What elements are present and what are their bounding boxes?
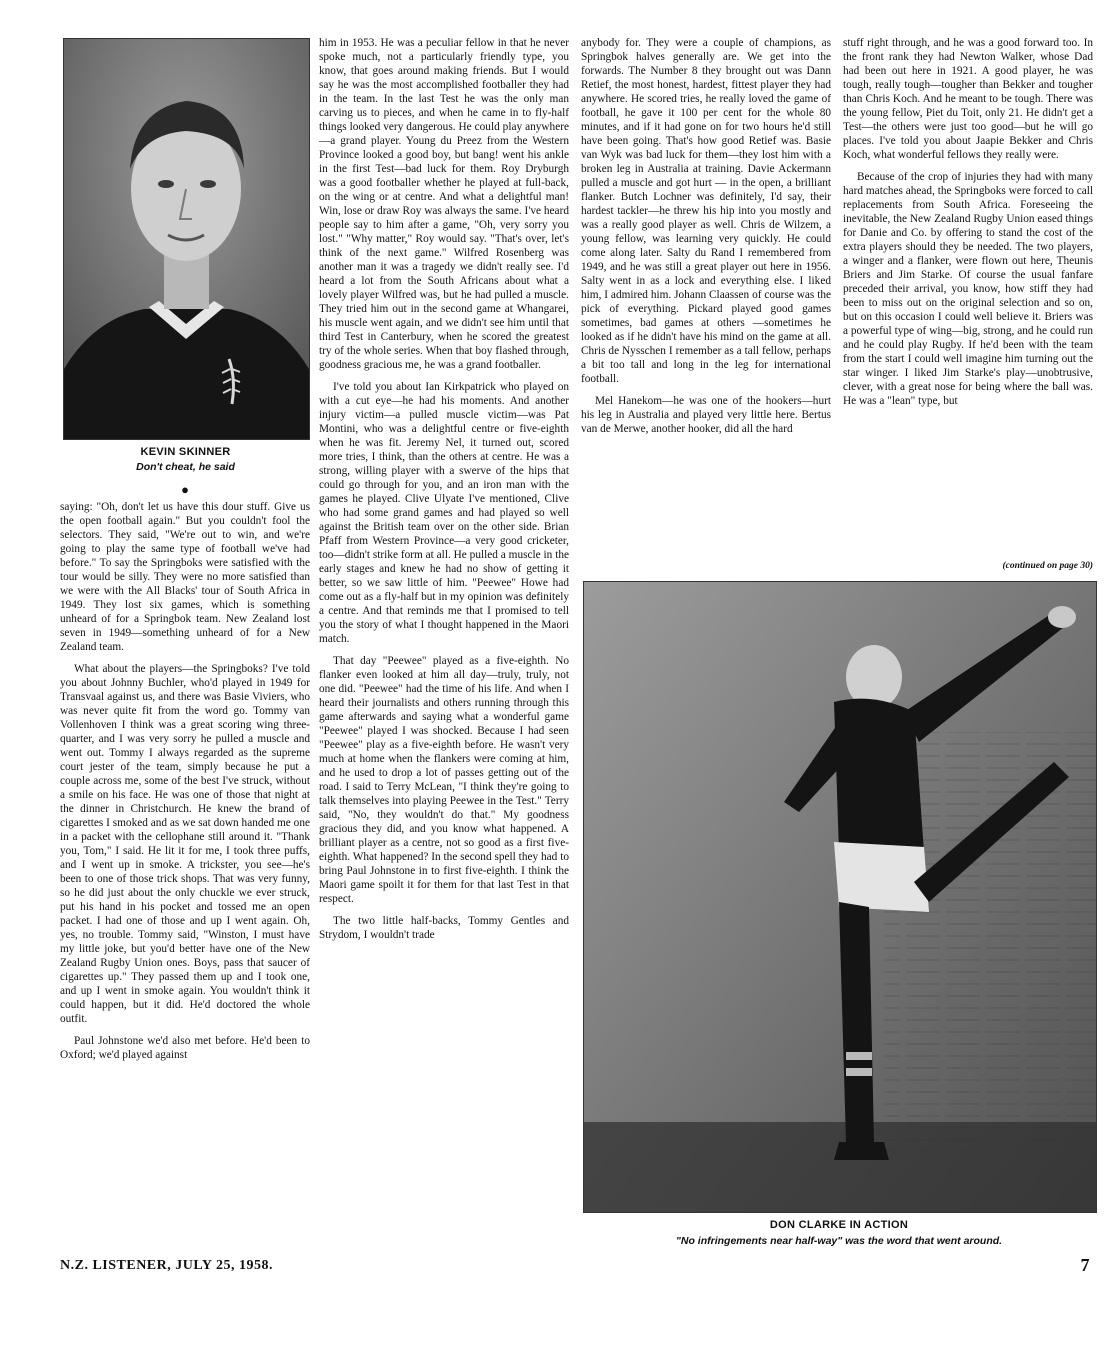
article-column-1: [60, 500, 310, 1252]
portrait-illustration: [64, 39, 309, 439]
paragraph: stuff right through, and he was a good forward too. In the front rank they had Newton Walker, whose Dad had been out here in 1921. A good player, he was tough, really tough—tougher than Bekker and tougher than Chris Koch. And he meant to be tough. There was the young fellow, Piet du Toit, only 21. He didn't get a Test—the others were just too good—but he will go places. I've told you about Jaapie Bekker and Chris Koch, what wonderful fellows they really were.: [843, 37, 1093, 161]
don-clarke-photo: [583, 581, 1097, 1213]
paragraph: The two little half-backs, Tommy Gentles and Strydom, I wouldn't trade: [319, 915, 569, 941]
page-number: 7: [1080, 1255, 1090, 1275]
paragraph: What about the players—the Springboks? I've told you about Johnny Buchler, who'd played in 1949 for Transvaal against us, and there was Basie Viviers, who was never quite fit from the word go. Tommy van Vollenhoven I think was a great scoring wing three-quarter, and I was very sorry he pulled a muscle and went out. Tommy I always regarded as the supreme court jester of the team, simply because he put a couple across me, some of the best I've struck, without a smile on his face. He was one of those that night at the dinner in Christchurch. He knew the brand of cigarettes I smoked and as we sat down handed me one in a packet with the cellophane still around it. "Thank you, Tom," I said. He lit it for me, I took three puffs, and I went up in smoke. A trickster, you see—he's been to one of those trick shops. That was very funny, so he did just about the only chuckle we ever struck, put his hand in his pocket and tossed me an open packet. I had one of those and up I went again. Oh, yes, no trouble. Tommy said, "Winston, I must have my little joke, but you'd better have one of the New Zealand Rugby Union ones. Boys, pass that saucer of cigarettes up." They passed them up and I took one, and up I went in smoke again. You wouldn't think it could happen, but it did. He'd doctored the whole outfit.: [60, 663, 310, 1025]
photo1-caption-subtitle: Don't cheat, he said: [136, 461, 235, 473]
photo2-caption-title: DON CLARKE IN ACTION: [769, 1219, 909, 1231]
paragraph: That day "Peewee" played as a five-eighth. No flanker even looked at him all day—truly, truly, not one did. "Peewee" had the time of his life. And when I heard their journalists and others running through this game afterwards and saying what a wonderful game "Peewee" played I was shocked. Because I had seen "Peewee" play as a five-eighth before. He wasn't very much at home when the flankers were coming at him, and he used to drop a lot of passes getting out of the road. I said to Terry McLean, "I think they're going to talk themselves into playing Peewee in the Test." Terry said, "No, they wouldn't do that." My goodness gracious they did, and you know what happened. A brilliant player as a centre, not so good as a first five-eighth. What happened? In the second spell they had to bring Paul Johnstone in to first five-eighth. I think the Maori game spoilt it for them for that last Test in that respect.: [319, 655, 569, 905]
article-column-4: [843, 36, 1093, 560]
action-illustration: [584, 582, 1096, 1212]
paragraph: Paul Johnstone we'd also met before. He'd been to Oxford; we'd played against: [60, 1035, 310, 1061]
article-column-3: [581, 36, 831, 574]
masthead-date: N.Z. LISTENER, JULY 25, 1958.: [60, 1258, 274, 1273]
photo2-caption-subtitle: "No infringements near half-way" was the word that went around.: [675, 1235, 1003, 1247]
paragraph: Because of the crop of injuries they had with many hard matches ahead, the Springboks were forced to call replacements from South Africa. Foreseeing the inevitable, the New Zealand Rugby Union eased things for Danie and Co. by offering to stand the cost of the extra players should they be needed. The two players, a winger and a flanker, were flown out here, Theunis Briers and Jim Starke. Of course the usual fanfare preceded their arrival, you know, how stiff they had been to miss out on the original selection and so on, but on this occasion I could well believe it. Briers was a powerful type of wing—big, strong, and he could run and he could play Rugby. If he'd been with the team from the start I could well imagine him turning out the star winger. I liked Jim Starke's play—unobtrusive, clever, with a great nose for being where the ball was. He was a "lean" type, but: [843, 171, 1093, 407]
paragraph: saying: "Oh, don't let us have this dour stuff. Give us the open football again." But you couldn't fool the selectors. They said, "We're out to win, and we're going to play the same type of football we've had before." To say the Springboks were satisfied with the tour would be silly. They were no more satisfied than we were with the All Blacks' tour of South Africa in 1949. They lost six games, which is something unheard of for a Springbok team. New Zealand lost seven in 1949—something unheard of for a New Zealand team.: [60, 501, 310, 653]
continued-note: (continued on page 30): [1002, 561, 1093, 571]
paragraph: him in 1953. He was a peculiar fellow in that he never spoke much, not a particularly friendly type, you know, that goes around making friends. But I would say he was the most accomplished footballer they had in the team. In the last Test he was the only man carving us to pieces, and when he came in to fly-half things looked very dangerous. He could play anywhere—a grand player. Young du Preez from the Western Province looked a good boy, but bang! went his ankle in the first Test—bad luck for them. Roy Dryburgh was a good footballer whether he played at full-back, on the wing or at centre. And what a delightful man! Win, lose or draw Roy was always the same. I've heard people say to him after a game, "Oh, very sorry you lost." "Why matter," Roy would say. "That's over, let's think of the next game." Wilfred Rosenberg was another man it was a tragedy we didn't really see. I'd heard a lot from the South Africans about what a lovely player Wilfred was, but he had pulled a muscle. They tried him out in the second game at Whangarei, his muscle went again, and we didn't see him until that third Test in Canterbury, when he scored the greatest try of the whole series. When that boy flashed through, goodness gracious me, he was a grand footballer.: [319, 37, 569, 371]
photo1-caption-title: KEVIN SKINNER: [140, 446, 231, 458]
paragraph: I've told you about Ian Kirkpatrick who played on with a cut eye—he had his moments. And another injury victim—a pulled muscle victim—was Pat Montini, who was a delightful centre or five-eighth when he was fit. Jeremy Nel, it turned out, scored more tries, I think, than the others at centre. He was a strong, willing player with a swerve of the hips that could go through for you, and an iron man with the games he played. Clive Ulyate I've mentioned, Clive who had some grand games and had played so well against the British team over on the other side. Brian Pfaff from Western Province—a very good cricketer, too—didn't strike form at all. He pulled a muscle in the early stages and knew he had no show of getting it better, so we saw little of him. "Peewee" Howe had come out as a fly-half but in my opinion was definitely a centre. And that reminds me that I promised to tell you the story of what I thought happened in the Maori match.: [319, 381, 569, 645]
separator-bullet: ●: [181, 482, 189, 497]
article-column-2: [319, 36, 569, 1252]
paragraph: Mel Hanekom—he was one of the hookers—hurt his leg in Australia and played very little here. Bertus van de Merwe, another hooker, did all the hard: [581, 395, 831, 435]
kevin-skinner-photo: [63, 38, 310, 440]
paragraph: anybody for. They were a couple of champions, as Springbok halves generally are. We get into the forwards. The Number 8 they brought out was Dann Retief, the most honest, hardest, fittest player they had anywhere. He scored tries, he really loved the game of football, he gave it 100 per cent for the whole 80 minutes, and if it had gone on for two hours he'd still have been going. That's how good Retief was. Basie van Wyk was bad luck for them—they lost him with a broken leg in Australia at training. Davie Ackermann pulled a muscle and got hurt — in the open, a brilliant flanker. Butch Lochner was definitely, I'd say, their hardest tackler—he threw his hip into you mostly and was a really good player as well. Chris de Wilzem, a young fellow, was learning very quickly. He could come along later. Salty du Rand I remembered from 1949, and he was still a great player out here in 1956. Salty went in as a lock and everything else. I liked him, I admired him. Johann Claassen of course was the pick of everything. Pickard played good games sometimes, bad games at others —sometimes he looked as if he didn't have his mind on the game at all. Chris de Nysschen I remember as a tall fellow, perhaps a bit too tall and long in the leg for international football.: [581, 37, 831, 385]
